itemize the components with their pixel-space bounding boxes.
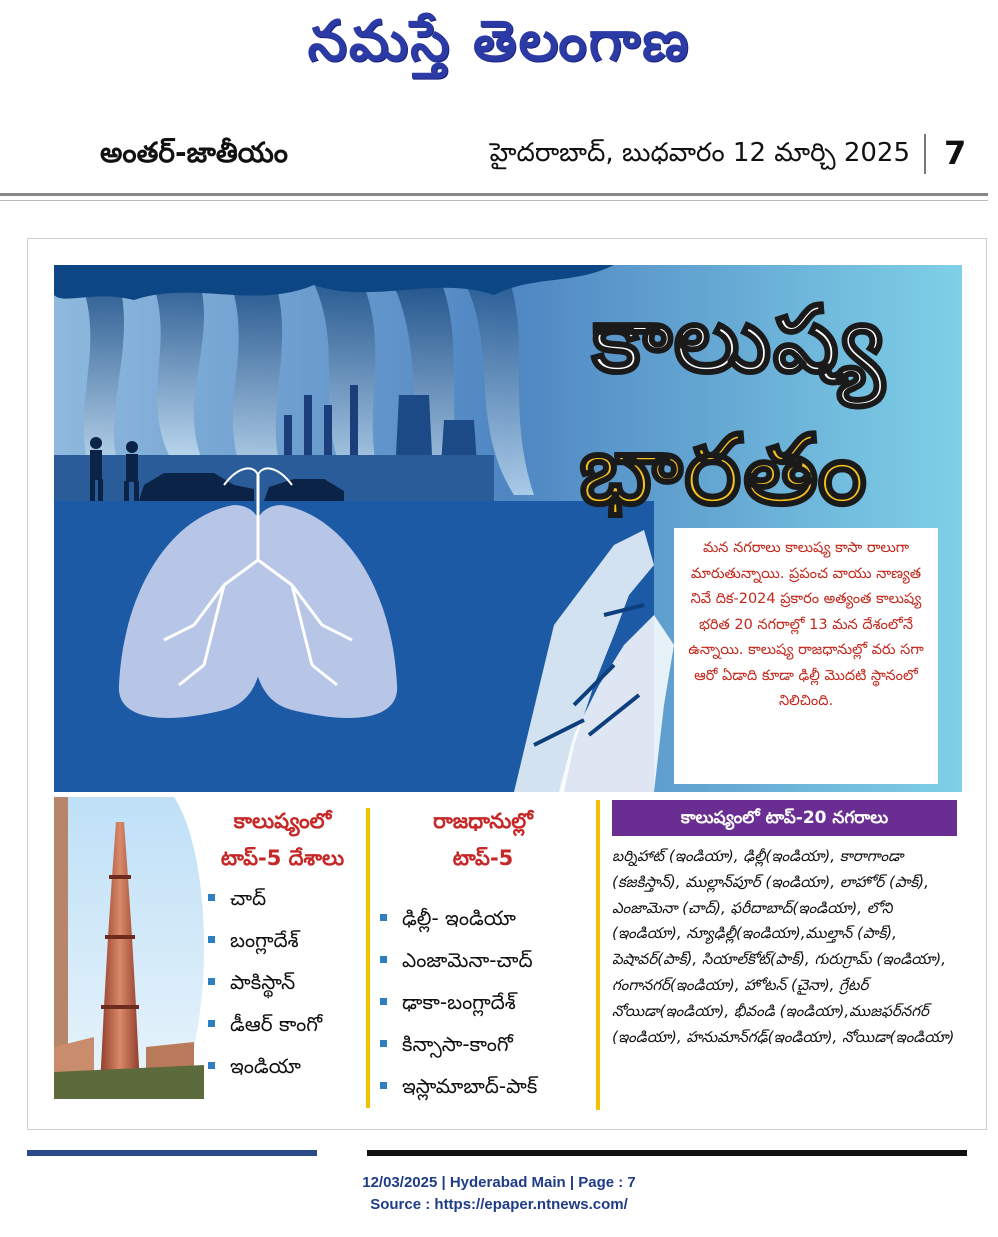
list-item <box>372 1065 594 1107</box>
next-article-strip <box>27 1150 985 1156</box>
countries-heading: కాలుష్యంలో టాప్-5 దేశాలు <box>220 809 345 870</box>
column-divider <box>366 808 370 1108</box>
masthead <box>0 0 998 82</box>
cities-heading-banner: కాలుష్యంలో టాప్-20 నగరాలు <box>612 800 957 836</box>
list-item <box>200 1003 365 1045</box>
qutub-minar-photo <box>54 797 204 1099</box>
qutub-minar-graphic <box>54 797 204 1099</box>
list-item <box>200 919 365 961</box>
capitals-heading: రాజధానుల్లో టాప్-5 <box>433 809 533 870</box>
section-name: అంతర్-జాతీయం <box>100 136 288 169</box>
bullet-icon <box>208 1020 215 1027</box>
bullet-icon <box>208 1062 215 1069</box>
country-name: డీఆర్ కాంగో <box>230 1012 323 1036</box>
bullet-icon <box>380 956 387 963</box>
header-rule-thin <box>0 200 988 201</box>
country-name: చాద్ <box>230 886 267 910</box>
capital-name: ఇస్లామాబాద్-పాక్ <box>402 1074 538 1098</box>
column-divider <box>596 800 600 1110</box>
next-article-photo-edge <box>27 1150 317 1156</box>
bullet-icon <box>380 914 387 921</box>
capital-name: ఢిల్లీ- ఇండియా <box>402 906 516 930</box>
bullet-icon <box>380 998 387 1005</box>
page-header <box>0 130 998 180</box>
page-number-divider <box>924 134 926 174</box>
header-rule <box>0 193 988 196</box>
country-name: బంగ్లాదేశ్ <box>230 928 299 952</box>
intro-text: మన నగరాలు కాలుష్య కాసా రాలుగా మారుతున్నాయి. ప్రపంచ వాయు నాణ్యత నివే దిక-2024 ప్రకారం అత్యంత కాలుష్య భరిత 20 నగరాల్లో 13 మన దేశంలోనే ఉన్నాయి. కాలుష్య రాజధానుల్లో వరు సగా ఆరో ఏడాది కూడా ఢిల్లీ మొదటి స్థానంలో నిలిచింది. <box>688 540 924 709</box>
bullet-icon <box>208 936 215 943</box>
country-name: ఇండియా <box>230 1054 301 1078</box>
bullet-icon <box>208 978 215 985</box>
country-name: పాకిస్థాన్ <box>230 970 296 994</box>
headline-line-1: కాలుష్య <box>592 286 886 393</box>
list-item <box>200 877 365 919</box>
top5-capitals <box>372 803 594 1113</box>
list-item <box>372 981 594 1023</box>
top20-cities <box>612 800 960 1120</box>
cities-list-text: బర్నిహాట్ (ఇండియా), ఢిల్లీ(ఇండియా), కారాగాండా (కజకిస్తాన్), ముల్లాన్‌పూర్ (ఇండియా), లాహోర్ (పాక్), ఎంజామెనా (చాద్), ఫరీదాబాద్(ఇండియా), లోని (ఇండియా), న్యూఢిల్లీ(ఇండియా),ముల్తాన్ (పాక్), పెషావర్(పాక్), సియాల్‌కోట్(పాక్), గురుగ్రామ్ (ఇండియా), గంగానగర్(ఇండియా), హోటన్ (చైనా), గ్రేటర్ నోయిడా(ఇండియా), భీవండి (ఇండియా),ముజఫర్‌నగర్ (ఇండియా), హనుమాన్‌గఢ్(ఇండియా), నోయిడా(ఇండియా) <box>612 847 955 1046</box>
list-item <box>200 1045 365 1087</box>
footer-edition-info: 12/03/2025 | Hyderabad Main | Page : 7 <box>362 1174 636 1191</box>
dateline: హైదరాబాద్, బుధవారం 12 మార్చి 2025 <box>489 138 910 168</box>
list-item <box>372 939 594 981</box>
countries-list <box>200 877 365 1087</box>
capital-name: కిన్సాసా-కాంగో <box>402 1032 513 1056</box>
list-item <box>372 897 594 939</box>
capital-name: ఢాకా-బంగ్లాదేశ్ <box>402 990 516 1014</box>
footer-source-link[interactable]: Source : https://epaper.ntnews.com/ <box>370 1196 628 1213</box>
list-item <box>372 1023 594 1065</box>
bullet-icon <box>380 1040 387 1047</box>
bullet-icon <box>380 1082 387 1089</box>
newspaper-logo: నమస్తే తెలంగాణ <box>307 9 691 74</box>
page-footer <box>0 1172 998 1216</box>
list-item <box>200 961 365 1003</box>
intro-box <box>674 528 938 784</box>
headline-line-2: భారతం <box>579 414 869 526</box>
page-number: 7 <box>944 134 967 172</box>
next-article-headline-edge <box>367 1150 967 1156</box>
capital-name: ఎంజామెనా-చాద్ <box>402 948 533 972</box>
bullet-icon <box>208 894 215 901</box>
top5-countries <box>200 803 365 1113</box>
capitals-list <box>372 897 594 1107</box>
